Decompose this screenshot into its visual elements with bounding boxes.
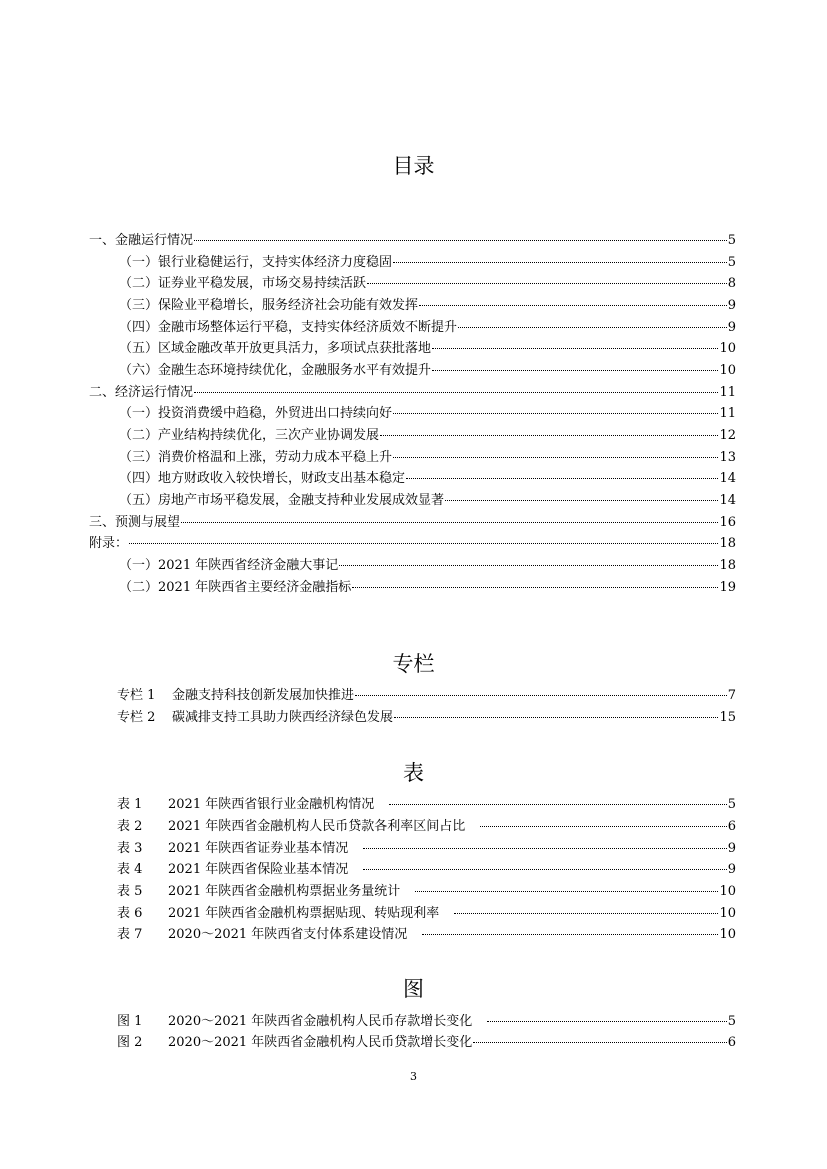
column-page: 15 (719, 710, 736, 725)
figure-page: 5 (727, 1014, 736, 1029)
toc-entry-page: 9 (727, 320, 736, 335)
table-text: 2021 年陕西省金融机构票据贴现、转贴现利率 (168, 906, 440, 921)
table-entry[interactable] (117, 904, 736, 924)
toc-entry[interactable] (89, 534, 736, 554)
table-entry[interactable] (117, 839, 736, 859)
toc-entry-text: （三）保险业平稳增长，服务经济社会功能有效发挥 (119, 298, 419, 313)
dot-leader (393, 413, 718, 414)
figure-text: 2020～2021 年陕西省金融机构人民币贷款增长变化 (168, 1035, 473, 1050)
toc-entry-text: 三、预测与展望 (89, 515, 181, 530)
table-label: 表 3 (117, 841, 143, 856)
toc-entry-page: 11 (719, 385, 736, 400)
toc-entry-text: （三）消费价格温和上涨，劳动力成本平稳上升 (119, 450, 393, 465)
toc-entry-page: 14 (719, 493, 736, 508)
dot-leader (419, 305, 727, 306)
dot-leader (422, 934, 718, 935)
dot-leader (473, 1042, 726, 1043)
dot-leader (363, 869, 727, 870)
table-text: 2021 年陕西省银行业金融机构情况 (168, 797, 375, 812)
toc-entry-page: 13 (719, 450, 736, 465)
table-text: 2021 年陕西省保险业基本情况 (168, 862, 349, 877)
toc-entry-text: （六）金融生态环境持续优化，金融服务水平有效提升 (119, 363, 432, 378)
toc-entry-text: （二）证券业平稳发展，市场交易持续活跃 (119, 276, 367, 291)
contents-title: 目录 (392, 154, 435, 178)
column-page: 7 (727, 688, 736, 703)
toc-entry-text: （一）银行业稳健运行，支持实体经济力度稳固 (119, 255, 393, 270)
toc-entry-text: 附录： (89, 536, 129, 551)
dot-leader (380, 435, 718, 436)
table-page: 9 (727, 862, 736, 877)
figures-title: 图 (403, 977, 424, 1001)
table-label: 表 5 (117, 884, 143, 899)
figure-label: 图 2 (117, 1035, 143, 1050)
table-entry[interactable] (117, 925, 736, 945)
toc-entry-text: （一）投资消费缓中趋稳，外贸进出口持续向好 (119, 406, 393, 421)
dot-leader (129, 543, 718, 544)
tables-title: 表 (403, 761, 424, 785)
table-page: 6 (727, 819, 736, 834)
table-page: 10 (719, 927, 736, 942)
dot-leader (432, 370, 718, 371)
toc-entry[interactable] (119, 448, 736, 468)
dot-leader (415, 891, 718, 892)
table-label: 表 1 (117, 797, 143, 812)
toc-entry-text: （五）房地产市场平稳发展，金融支持种业发展成效显著 (119, 493, 445, 508)
toc-entry[interactable] (119, 404, 736, 424)
toc-entry-page: 14 (719, 471, 736, 486)
toc-entry-page: 12 (719, 428, 736, 443)
dot-leader (480, 826, 727, 827)
table-page: 5 (727, 797, 736, 812)
dot-leader (487, 1021, 726, 1022)
dot-leader (352, 587, 718, 588)
table-page: 9 (727, 841, 736, 856)
toc-entry[interactable] (89, 513, 736, 533)
table-entry[interactable] (117, 795, 736, 815)
figure-label: 图 1 (117, 1014, 143, 1029)
dot-leader (393, 457, 718, 458)
table-entry[interactable] (117, 817, 736, 837)
dot-leader (181, 522, 718, 523)
toc-entry[interactable] (119, 361, 736, 381)
toc-entry-page: 18 (719, 536, 736, 551)
toc-entry[interactable] (119, 274, 736, 294)
table-text: 2021 年陕西省证券业基本情况 (168, 841, 349, 856)
toc-entry[interactable] (89, 383, 736, 403)
table-text: 2021 年陕西省金融机构票据业务量统计 (168, 884, 401, 899)
figure-entry[interactable] (117, 1033, 736, 1053)
toc-entry-text: （二）2021 年陕西省主要经济金融指标 (119, 580, 352, 595)
dot-leader (389, 804, 727, 805)
dot-leader (454, 913, 718, 914)
table-label: 表 6 (117, 906, 143, 921)
dot-leader (458, 327, 727, 328)
dot-leader (394, 717, 718, 718)
toc-entry-text: 二、经济运行情况 (89, 385, 194, 400)
toc-entry-page: 11 (719, 406, 736, 421)
toc-entry-text: （四）地方财政收入较快增长，财政支出基本稳定 (119, 471, 406, 486)
table-entry[interactable] (117, 860, 736, 880)
table-label: 表 7 (117, 927, 143, 942)
columns-title: 专栏 (392, 652, 435, 676)
toc-entry-text: （一）2021 年陕西省经济金融大事记 (119, 558, 339, 573)
toc-entry[interactable] (119, 556, 736, 576)
column-entry[interactable] (117, 708, 736, 728)
toc-entry[interactable] (119, 318, 736, 338)
table-page: 10 (719, 884, 736, 899)
figure-page: 6 (727, 1035, 736, 1050)
table-entry[interactable] (117, 882, 736, 902)
column-text: 碳减排支持工具助力陕西经济绿色发展 (172, 710, 394, 725)
toc-entry[interactable] (119, 426, 736, 446)
toc-entry-page: 5 (727, 255, 736, 270)
column-label: 专栏 2 (117, 710, 156, 725)
table-text: 2020～2021 年陕西省支付体系建设情况 (168, 927, 408, 942)
toc-entry-text: （五）区域金融改革开放更具活力，多项试点获批落地 (119, 341, 432, 356)
toc-entry-text: （二）产业结构持续优化，三次产业协调发展 (119, 428, 380, 443)
toc-entry-text: （四）金融市场整体运行平稳，支持实体经济质效不断提升 (119, 320, 458, 335)
table-text: 2021 年陕西省金融机构人民币贷款各利率区间占比 (168, 819, 466, 834)
dot-leader (432, 348, 718, 349)
table-label: 表 4 (117, 862, 143, 877)
figure-text: 2020～2021 年陕西省金融机构人民币存款增长变化 (168, 1014, 473, 1029)
toc-entry[interactable] (119, 491, 736, 511)
dot-leader (339, 565, 718, 566)
dot-leader (367, 283, 727, 284)
column-text: 金融支持科技创新发展加快推进 (172, 688, 355, 703)
toc-entry-page: 19 (719, 580, 736, 595)
toc-entry-page: 18 (719, 558, 736, 573)
toc-entry-page: 10 (719, 363, 736, 378)
toc-entry[interactable] (119, 469, 736, 489)
toc-entry[interactable] (119, 253, 736, 273)
dot-leader (194, 392, 718, 393)
table-label: 表 2 (117, 819, 143, 834)
column-entry[interactable] (117, 686, 736, 706)
toc-entry-page: 10 (719, 341, 736, 356)
dot-leader (393, 262, 727, 263)
page-number: 3 (410, 1070, 417, 1083)
dot-leader (406, 478, 718, 479)
toc-entry[interactable] (119, 296, 736, 316)
toc-entry[interactable] (89, 231, 736, 251)
toc-entry[interactable] (119, 339, 736, 359)
figure-entry[interactable] (117, 1012, 736, 1032)
column-label: 专栏 1 (117, 688, 156, 703)
toc-entry[interactable] (119, 578, 736, 598)
dot-leader (355, 695, 727, 696)
dot-leader (445, 500, 718, 501)
dot-leader (194, 240, 727, 241)
toc-entry-text: 一、金融运行情况 (89, 233, 194, 248)
toc-entry-page: 5 (727, 233, 736, 248)
table-page: 10 (719, 906, 736, 921)
toc-entry-page: 16 (719, 515, 736, 530)
dot-leader (363, 848, 727, 849)
toc-entry-page: 9 (727, 298, 736, 313)
toc-entry-page: 8 (727, 276, 736, 291)
